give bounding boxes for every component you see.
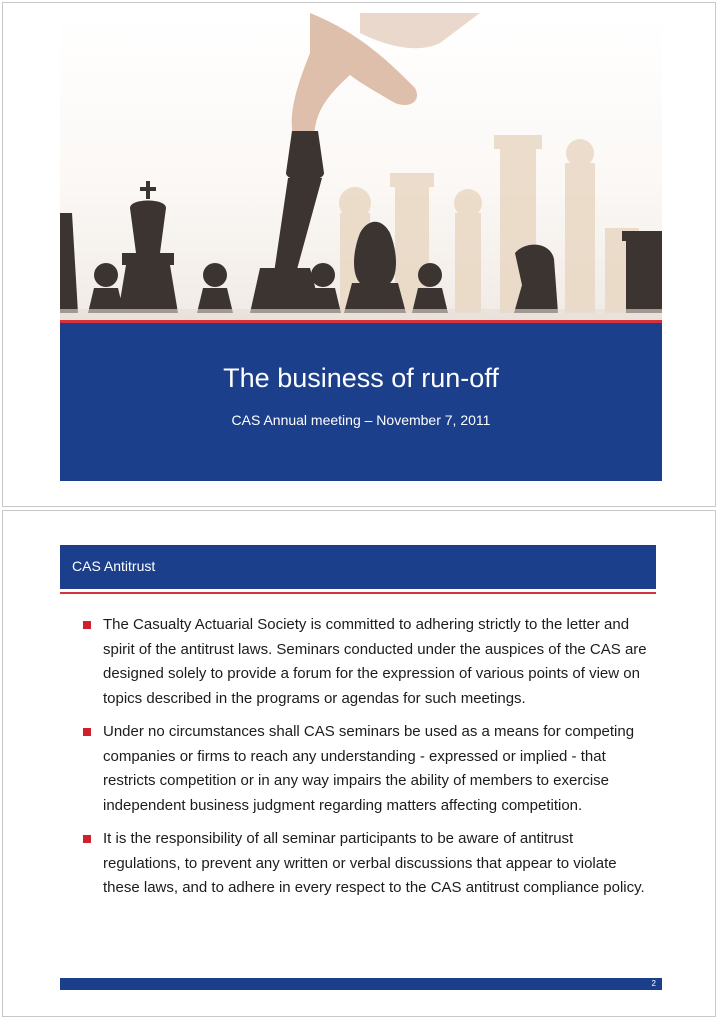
bullet-square-icon [83, 621, 91, 629]
slide-title: The business of run-off [223, 363, 499, 393]
bullet-square-icon [83, 728, 91, 736]
list-item [81, 720, 651, 818]
slide-subtitle: CAS Annual meeting – November 7, 2011 [231, 412, 491, 428]
section-header-title: CAS Antitrust [72, 558, 156, 574]
list-item [81, 827, 651, 901]
slide-2 [2, 510, 716, 1017]
chess-photo [60, 13, 662, 321]
chess-pieces-image [60, 13, 662, 321]
footer-bar [60, 978, 662, 990]
title-banner [60, 323, 662, 481]
page-number: 2 [651, 979, 656, 988]
bullet-square-icon [83, 835, 91, 843]
section-header [60, 545, 656, 589]
bullet-text: The Casualty Actuarial Society is committed to adhering strictly to the letter and spirit of the antitrust laws. Seminars conducted under the auspices of the CAS are designed solely to provide a forum for the expression of various points of view on topics described in the programs or agendas for such meetings. [103, 616, 647, 707]
bullet-text: Under no circumstances shall CAS seminars be used as a means for competing companies or firms to reach any understanding - expressed or implied - that restricts competition or in any way impairs the ability of members to exercise independent business judgment regarding matters affecting competition. [103, 723, 635, 814]
bullet-text: It is the responsibility of all seminar participants to be aware of antitrust regulations, to prevent any written or verbal discussions that appear to violate these laws, and to adhere in every respect to the CAS antitrust compliance policy. [103, 830, 645, 896]
bullet-list [81, 613, 651, 910]
list-item [81, 613, 651, 711]
accent-red-rule [60, 592, 656, 594]
slide-1 [2, 2, 716, 507]
